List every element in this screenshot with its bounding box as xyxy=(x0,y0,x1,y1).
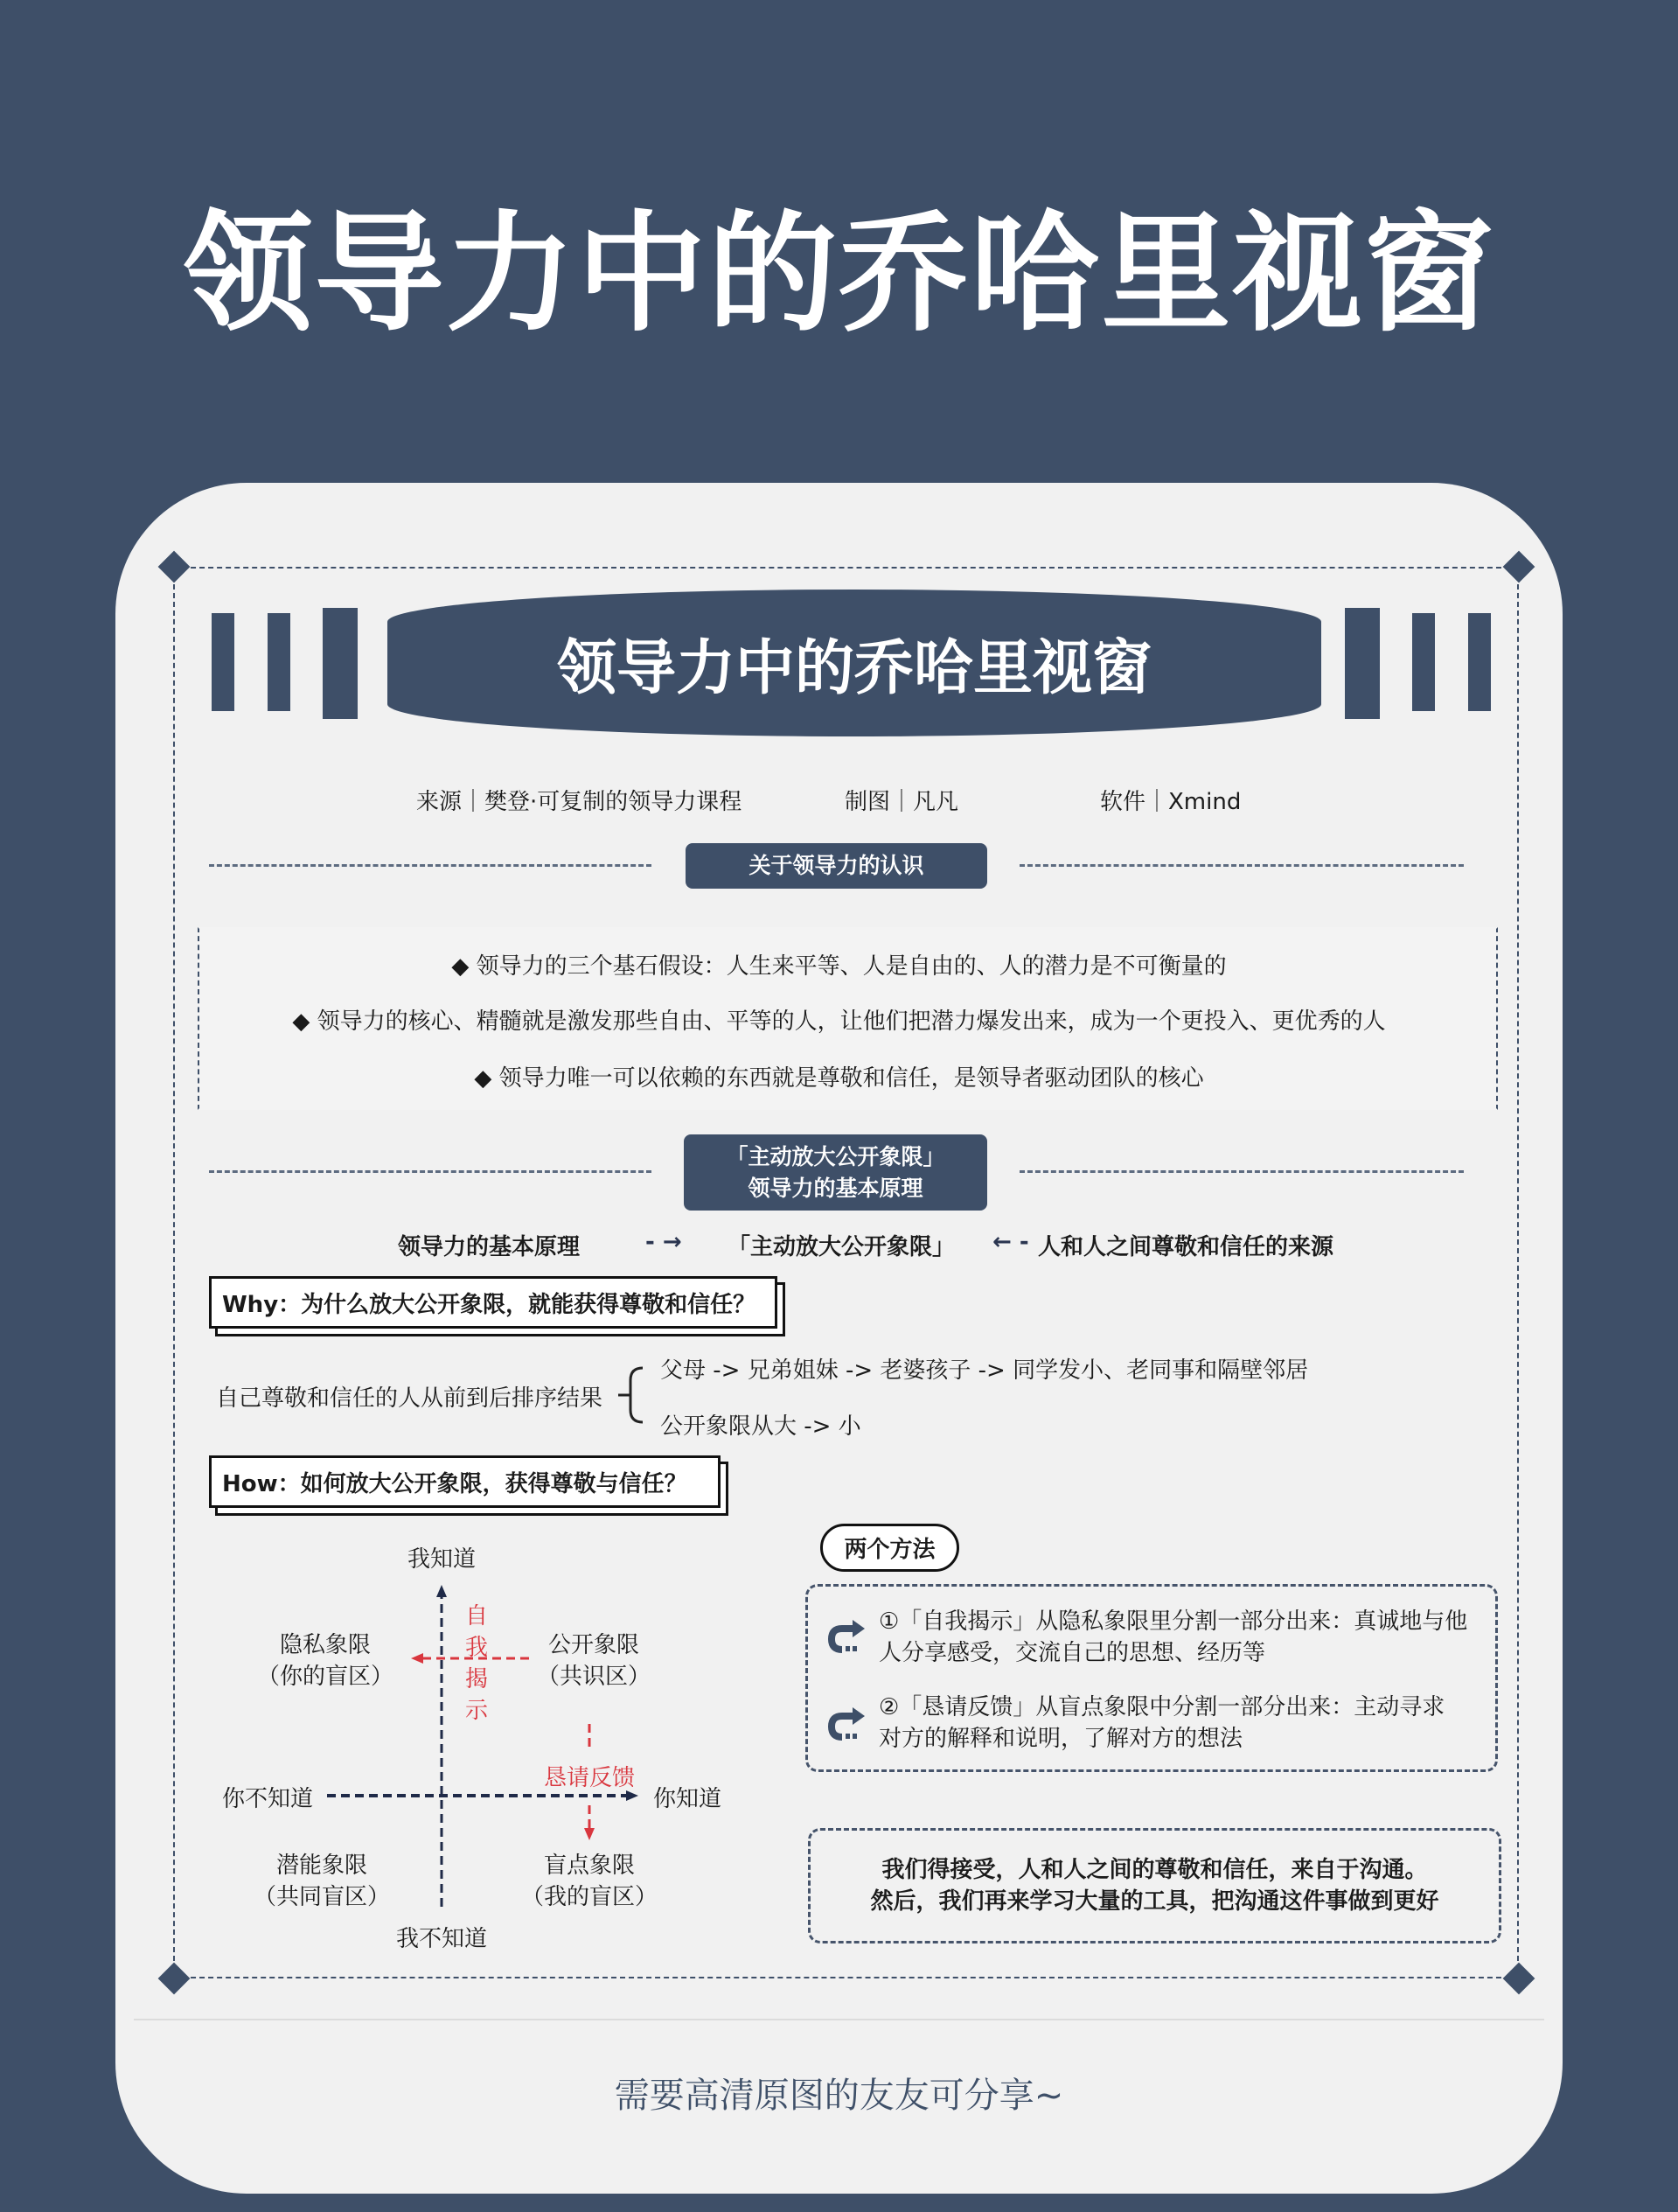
section-heading-leadership xyxy=(686,843,987,889)
software-info: 软件｜Xmind xyxy=(1100,789,1242,815)
banner-title: 领导力中的乔哈里视窗 xyxy=(387,590,1321,736)
bullet-item: ◆ 领导力唯一可以依赖的东西就是尊敬和信任，是领导者驱动团队的核心 xyxy=(474,1065,1204,1092)
conclusion-text: 我们得接受，人和人之间的尊敬和信任，来自于沟通。 xyxy=(881,1857,1428,1883)
deco-bar xyxy=(1412,613,1435,711)
footer-text: 需要高清原图的友友可分享~ xyxy=(614,2076,1064,2116)
method-item xyxy=(879,1606,1467,1669)
quadrant-subtitle: （你的盲区） xyxy=(256,1664,394,1690)
deco-bar xyxy=(1468,613,1491,711)
method-text: 人分享感受，交流自己的思想、经历等 xyxy=(879,1640,1266,1666)
source-info: 来源｜樊登·可复制的领导力课程 xyxy=(416,789,742,815)
section-heading-line2: 领导力的基本原理 xyxy=(748,1175,923,1201)
deco-bar xyxy=(212,613,234,711)
bullet-item: ◆ 领导力的核心、精髓就是激发那些自由、平等的人，让他们把潜力爆发出来，成为一个更投入、更优秀的人 xyxy=(292,1008,1386,1035)
self-reveal-char: 我 xyxy=(464,1635,489,1661)
principle-center: 「主动放大公开象限」 xyxy=(728,1234,956,1260)
quadrant-potential xyxy=(254,1850,390,1913)
section-heading-principle xyxy=(684,1134,987,1211)
axis-label-i-dont-know: 我不知道 xyxy=(395,1926,488,1952)
divider-dashed xyxy=(209,864,651,867)
ranking-root: 自己尊敬和信任的人从前到后排序结果 xyxy=(216,1385,603,1412)
quadrant-private xyxy=(257,1629,393,1692)
deco-bar xyxy=(323,608,358,719)
conclusion-box xyxy=(808,1828,1501,1943)
ask-feedback-label: 恳请反馈 xyxy=(543,1765,636,1791)
axis-label-i-know: 我知道 xyxy=(407,1546,477,1573)
conclusion-text: 然后，我们再来学习大量的工具，把沟通这件事做到更好 xyxy=(870,1888,1439,1915)
why-question-box xyxy=(209,1276,777,1329)
quadrant-subtitle: （共识区） xyxy=(536,1664,651,1690)
how-question-box xyxy=(209,1455,721,1508)
self-reveal-char: 揭 xyxy=(464,1666,489,1692)
section-heading-line1: 「主动放大公开象限」 xyxy=(726,1143,945,1169)
quadrant-title: 公开象限 xyxy=(547,1632,640,1658)
method-text: 对方的解释和说明，了解对方的想法 xyxy=(879,1726,1243,1752)
axis-label-you-dont-know: 你不知道 xyxy=(221,1786,314,1812)
principle-right: 人和人之间尊敬和信任的来源 xyxy=(1038,1234,1334,1260)
arrow-left-icon: ← - xyxy=(992,1229,1029,1255)
quadrant-blind xyxy=(521,1850,658,1913)
divider-dashed xyxy=(209,1170,651,1173)
method-text: ②「恳请反馈」从盲点象限中分割一部分出来：主动寻求 xyxy=(879,1694,1445,1720)
methods-title-pill xyxy=(820,1524,959,1572)
why-question: Why：为什么放大公开象限，就能获得尊敬和信任？ xyxy=(222,1291,756,1318)
footer-divider xyxy=(134,2019,1544,2020)
page-title: 领导力中的乔哈里视窗 xyxy=(183,199,1495,349)
divider-dashed xyxy=(1020,1170,1464,1173)
ranking-branch: 公开象限从大 -> 小 xyxy=(660,1413,861,1440)
method-item xyxy=(879,1692,1445,1755)
quadrant-public xyxy=(537,1629,651,1692)
how-question: How：如何放大公开象限，获得尊敬与信任？ xyxy=(222,1470,687,1497)
principle-left: 领导力的基本原理 xyxy=(398,1234,581,1260)
deco-bar xyxy=(1345,608,1380,719)
section-heading-text: 关于领导力的认识 xyxy=(748,853,924,878)
self-reveal-char: 自 xyxy=(464,1603,489,1629)
ranking-branch: 父母 -> 兄弟姐妹 -> 老婆孩子 -> 同学发小、老同事和隔壁邻居 xyxy=(660,1357,1309,1384)
bracket-connector xyxy=(616,1364,660,1426)
method-text: ①「自我揭示」从隐私象限里分割一部分出来：真诚地与他 xyxy=(879,1608,1468,1635)
self-reveal-char: 示 xyxy=(464,1698,489,1724)
self-reveal-label xyxy=(465,1601,488,1727)
axis-label-you-know: 你知道 xyxy=(652,1786,722,1812)
redo-arrow-icon xyxy=(826,1620,867,1655)
arrow-right-icon: - → xyxy=(645,1229,682,1255)
quadrant-subtitle: （我的盲区） xyxy=(520,1884,658,1910)
bullet-item: ◆ 领导力的三个基石假设：人生来平等、人是自由的、人的潜力是不可衡量的 xyxy=(451,953,1227,980)
quadrant-title: 隐私象限 xyxy=(279,1632,372,1658)
quadrant-title: 潜能象限 xyxy=(275,1853,368,1879)
divider-dashed xyxy=(1020,864,1464,867)
quadrant-title: 盲点象限 xyxy=(543,1853,636,1879)
methods-title: 两个方法 xyxy=(844,1537,936,1563)
redo-arrow-icon xyxy=(826,1707,867,1742)
quadrant-subtitle: （共同盲区） xyxy=(253,1884,391,1910)
deco-bar xyxy=(268,613,290,711)
author-info: 制图｜凡凡 xyxy=(845,789,959,815)
